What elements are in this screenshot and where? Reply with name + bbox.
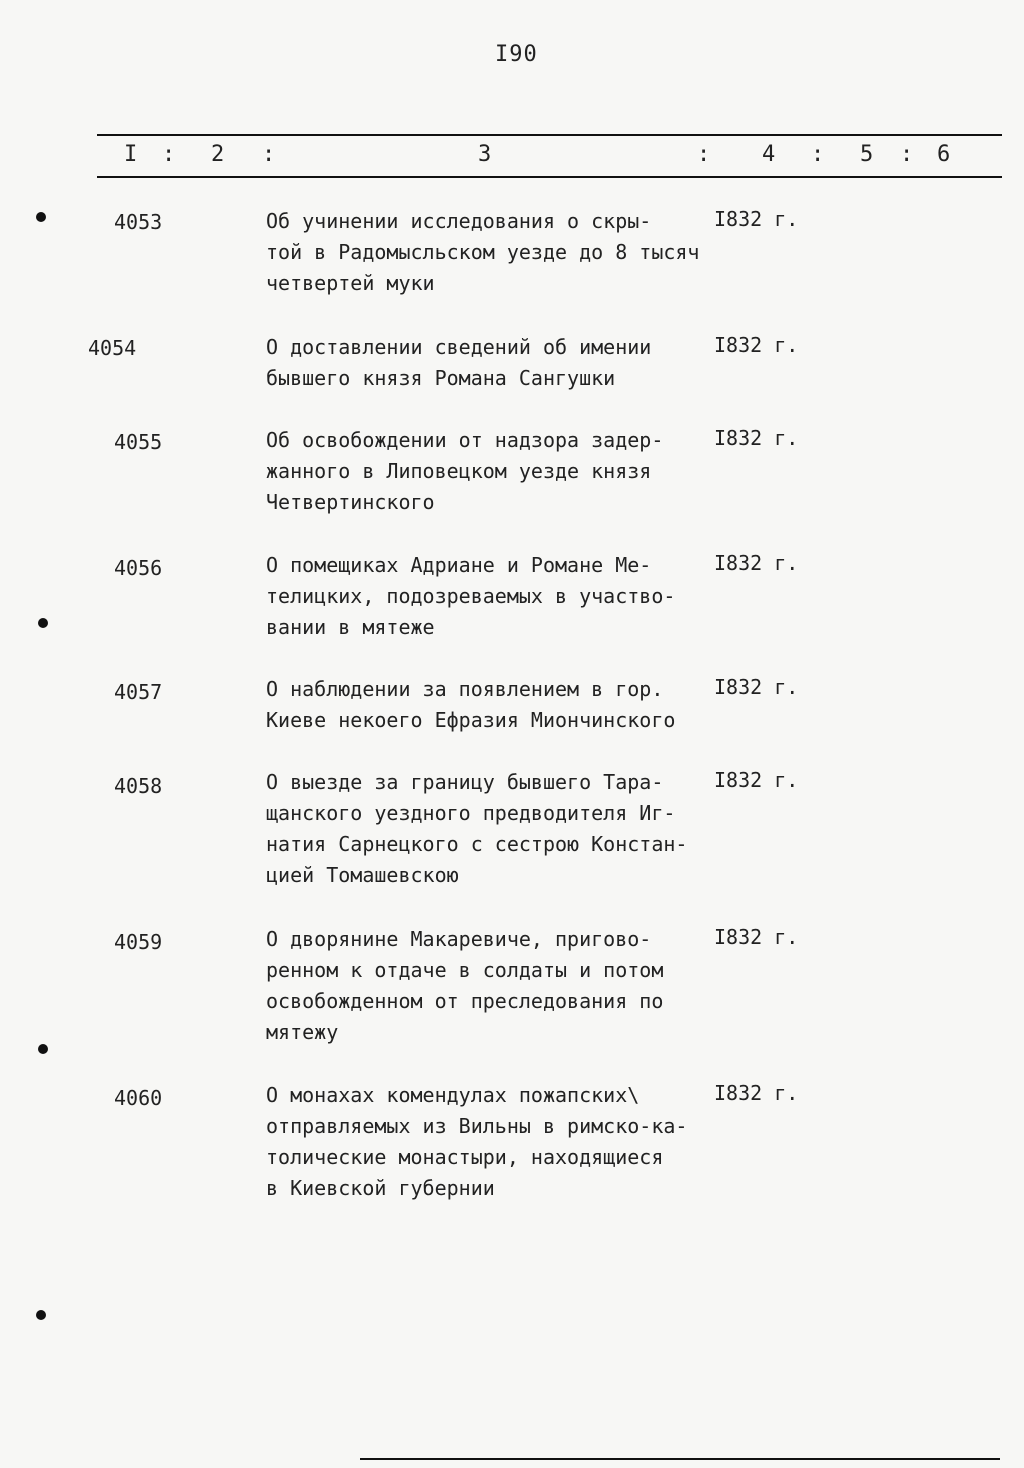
entry-number: 4055	[114, 430, 163, 454]
description-line: ренном к отдаче в солдаты и потом	[266, 958, 664, 982]
description-line: бывшего князя Романа Сангушки	[266, 366, 616, 390]
entry-number: 4060	[114, 1086, 163, 1110]
page-number: I90	[495, 42, 538, 67]
description-line: жанного в Липовецком уезде князя	[266, 459, 652, 483]
entry-description	[266, 767, 736, 891]
header-col-2: 2	[211, 142, 225, 167]
entry-date: I832 г.	[714, 426, 799, 450]
description-line: в Киевской губернии	[266, 1176, 495, 1200]
entry-number: 4058	[114, 774, 163, 798]
header-sep-5: :	[900, 142, 914, 167]
header-sep-3: :	[697, 142, 711, 167]
description-line: вании в мятеже	[266, 615, 435, 639]
description-line: натия Сарнецкого с сестрою Констан-	[266, 832, 688, 856]
entry-date: I832 г.	[714, 551, 799, 575]
entry-date: I832 г.	[714, 925, 799, 949]
description-line: Четвертинского	[266, 490, 435, 514]
description-line: освобожденном от преследования по	[266, 989, 664, 1013]
punch-hole-mark	[38, 618, 48, 628]
description-line: О монахах комендулах пожапских\	[266, 1083, 640, 1107]
punch-hole-mark	[36, 1310, 46, 1320]
description-line: Об освобождении от надзора задер-	[266, 428, 664, 452]
description-line: толические монастыри, находящиеся	[266, 1145, 664, 1169]
header-sep-4: :	[811, 142, 825, 167]
entry-description	[266, 674, 736, 736]
header-sep-2: :	[262, 142, 276, 167]
description-line: О наблюдении за появлением в гор.	[266, 677, 664, 701]
punch-hole-mark	[38, 1044, 48, 1054]
entry-number: 4054	[88, 336, 137, 360]
header-col-5: 5	[860, 142, 874, 167]
description-line: мятежу	[266, 1020, 339, 1044]
description-line: Киеве некоего Ефразия Миончинского	[266, 708, 676, 732]
page-bottom-rule	[360, 1458, 1000, 1460]
entry-description	[266, 924, 736, 1048]
header-col-6: 6	[937, 142, 951, 167]
description-line: О помещиках Адриане и Романе Ме-	[266, 553, 652, 577]
description-line: Об учинении исследования о скры-	[266, 209, 652, 233]
header-sep-1: :	[162, 142, 176, 167]
entry-number: 4056	[114, 556, 163, 580]
entry-description	[266, 206, 736, 299]
entry-description	[266, 332, 736, 394]
entry-description	[266, 550, 736, 643]
header-col-4: 4	[762, 142, 776, 167]
description-line: отправляемых из Вильны в римско-ка-	[266, 1114, 688, 1138]
entry-date: I832 г.	[714, 768, 799, 792]
description-line: щанского уездного предводителя Иг-	[266, 801, 676, 825]
entry-date: I832 г.	[714, 207, 799, 231]
entry-date: I832 г.	[714, 1081, 799, 1105]
header-col-3: 3	[478, 142, 492, 167]
entry-date: I832 г.	[714, 333, 799, 357]
entry-description	[266, 425, 736, 518]
entry-number: 4059	[114, 930, 163, 954]
description-line: О доставлении сведений об имении	[266, 335, 652, 359]
description-line: четвертей муки	[266, 271, 435, 295]
description-line: О выезде за границу бывшего Тара-	[266, 770, 664, 794]
table-top-rule	[97, 134, 1002, 136]
punch-hole-mark	[36, 212, 46, 222]
description-line: той в Радомысльском уезде до 8 тысяч	[266, 240, 700, 264]
description-line: телицких, подозреваемых в участво-	[266, 584, 676, 608]
description-line: О дворянине Макаревиче, пригово-	[266, 927, 652, 951]
entry-date: I832 г.	[714, 675, 799, 699]
entry-description	[266, 1080, 736, 1204]
entry-number: 4057	[114, 680, 163, 704]
description-line: цией Томашевскою	[266, 863, 459, 887]
header-col-1: I	[124, 142, 138, 167]
table-header-rule	[97, 176, 1002, 178]
entry-number: 4053	[114, 210, 163, 234]
